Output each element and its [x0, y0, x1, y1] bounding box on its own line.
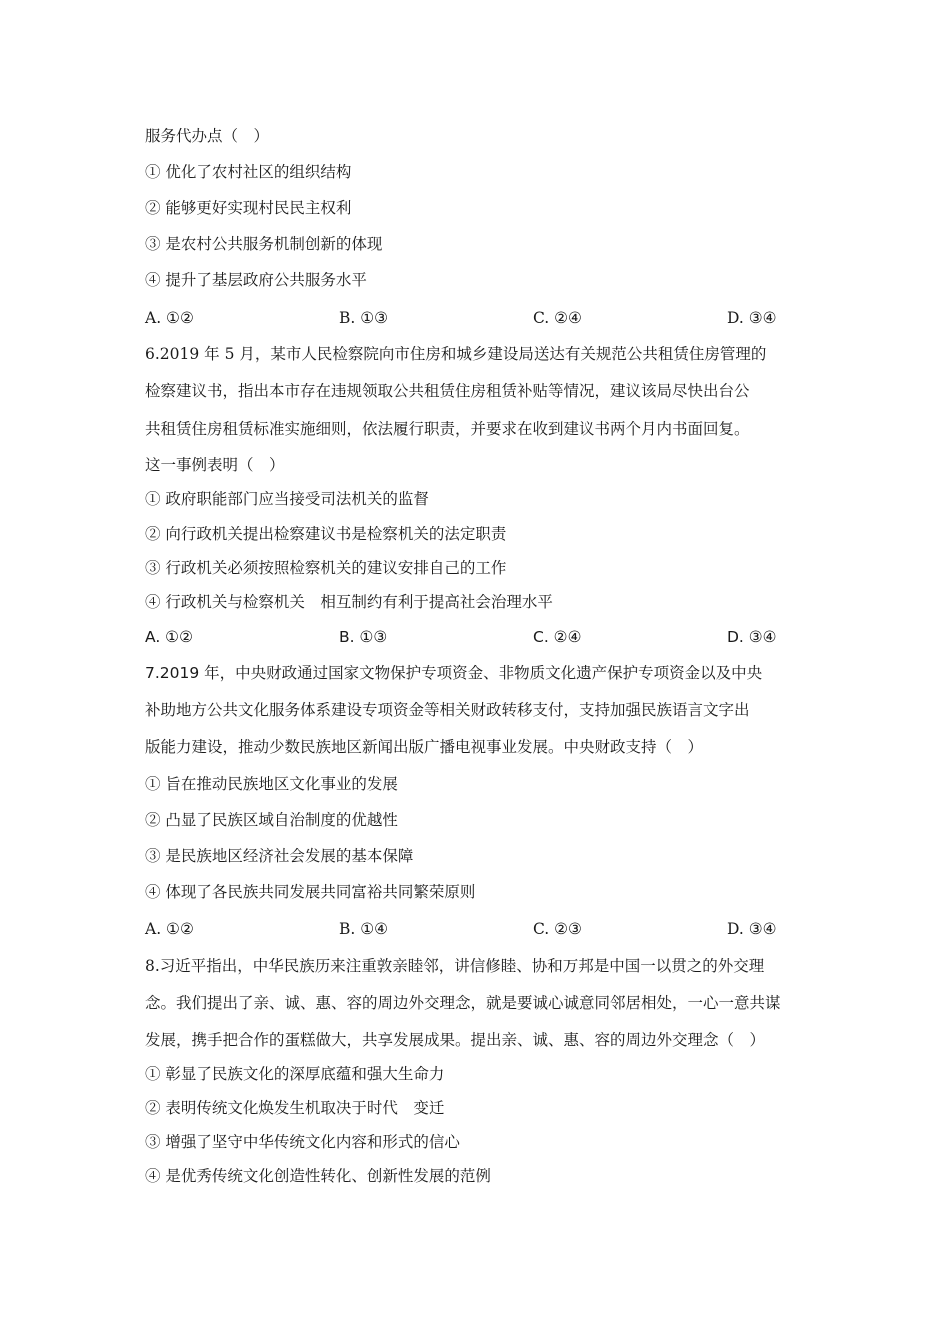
q8-stem-line-1: 8.习近平指出，中华民族历来注重敦亲睦邻，讲信修睦、协和万邦是中国一以贯之的外交理 — [145, 957, 765, 975]
q6-item-3: ③ 行政机关必须按照检察机关的建议安排自己的工作 — [145, 559, 507, 577]
q6-item-2: ② 向行政机关提出检察建议书是检察机关的法定职责 — [145, 525, 507, 543]
q7-stem-line-2: 补助地方公共文化服务体系建设专项资金等相关财政转移支付，支持加强民族语言文字出 — [145, 701, 750, 719]
q8-stem-line-2: 念。我们提出了亲、诚、惠、容的周边外交理念，就是要诚心诚意同邻居相处，一心一意共谋 — [145, 994, 781, 1012]
q7-item-1: ① 旨在推动民族地区文化事业的发展 — [145, 775, 398, 793]
q6-stem-line-3: 共租赁住房租赁标准实施细则，依法履行职责，并要求在收到建议书两个月内书面回复。 — [145, 420, 750, 438]
q5-option-a: A. ①② — [145, 309, 194, 327]
q8-item-3: ③ 增强了坚守中华传统文化内容和形式的信心 — [145, 1133, 460, 1151]
q6-stem-line-1: 6.2019 年 5 月，某市人民检察院向市住房和城乡建设局送达有关规范公共租赁住房管理的 — [145, 345, 767, 363]
q8-item-4: ④ 是优秀传统文化创造性转化、创新性发展的范例 — [145, 1167, 491, 1185]
q8-item-2: ② 表明传统文化焕发生机取决于时代 变迁 — [145, 1099, 445, 1117]
q5-stem-tail: 服务代办点（ ） — [145, 127, 270, 145]
q7-item-2: ② 凸显了民族区域自治制度的优越性 — [145, 811, 398, 829]
q6-option-c: C. ②④ — [533, 628, 582, 646]
q7-option-d: D. ③④ — [727, 920, 777, 938]
q6-option-a: A. ①② — [145, 628, 193, 646]
q6-stem-line-2: 检察建议书，指出本市存在违规领取公共租赁住房租赁补贴等情况，建议该局尽快出台公 — [145, 382, 750, 400]
q7-option-b: B. ①④ — [339, 920, 389, 938]
q7-stem-line-1: 7.2019 年，中央财政通过国家文物保护专项资金、非物质文化遗产保护专项资金以及中央 — [145, 664, 763, 682]
q5-item-4: ④ 提升了基层政府公共服务水平 — [145, 271, 367, 289]
q6-item-1: ① 政府职能部门应当接受司法机关的监督 — [145, 490, 429, 508]
q5-item-3: ③ 是农村公共服务机制创新的体现 — [145, 235, 383, 253]
q8-stem-line-3: 发展，携手把合作的蛋糕做大，共享发展成果。提出亲、诚、惠、容的周边外交理念（ ） — [145, 1031, 766, 1049]
q7-option-a: A. ①② — [145, 920, 194, 938]
q6-stem-line-4: 这一事例表明（ ） — [145, 456, 285, 474]
q5-option-d: D. ③④ — [727, 309, 777, 327]
q5-option-b: B. ①③ — [339, 309, 389, 327]
q6-option-b: B. ①③ — [339, 628, 388, 646]
q5-option-c: C. ②④ — [533, 309, 582, 327]
q6-option-d: D. ③④ — [727, 628, 777, 646]
q6-item-4: ④ 行政机关与检察机关 相互制约有利于提高社会治理水平 — [145, 593, 553, 611]
q7-option-c: C. ②③ — [533, 920, 582, 938]
q5-item-2: ② 能够更好实现村民民主权利 — [145, 199, 352, 217]
q8-item-1: ① 彰显了民族文化的深厚底蕴和强大生命力 — [145, 1065, 445, 1083]
q7-item-3: ③ 是民族地区经济社会发展的基本保障 — [145, 847, 414, 865]
q5-item-1: ① 优化了农村社区的组织结构 — [145, 163, 352, 181]
q7-item-4: ④ 体现了各民族共同发展共同富裕共同繁荣原则 — [145, 883, 476, 901]
q7-stem-line-3: 版能力建设，推动少数民族地区新闻出版广播电视事业发展。中央财政支持（ ） — [145, 738, 704, 756]
